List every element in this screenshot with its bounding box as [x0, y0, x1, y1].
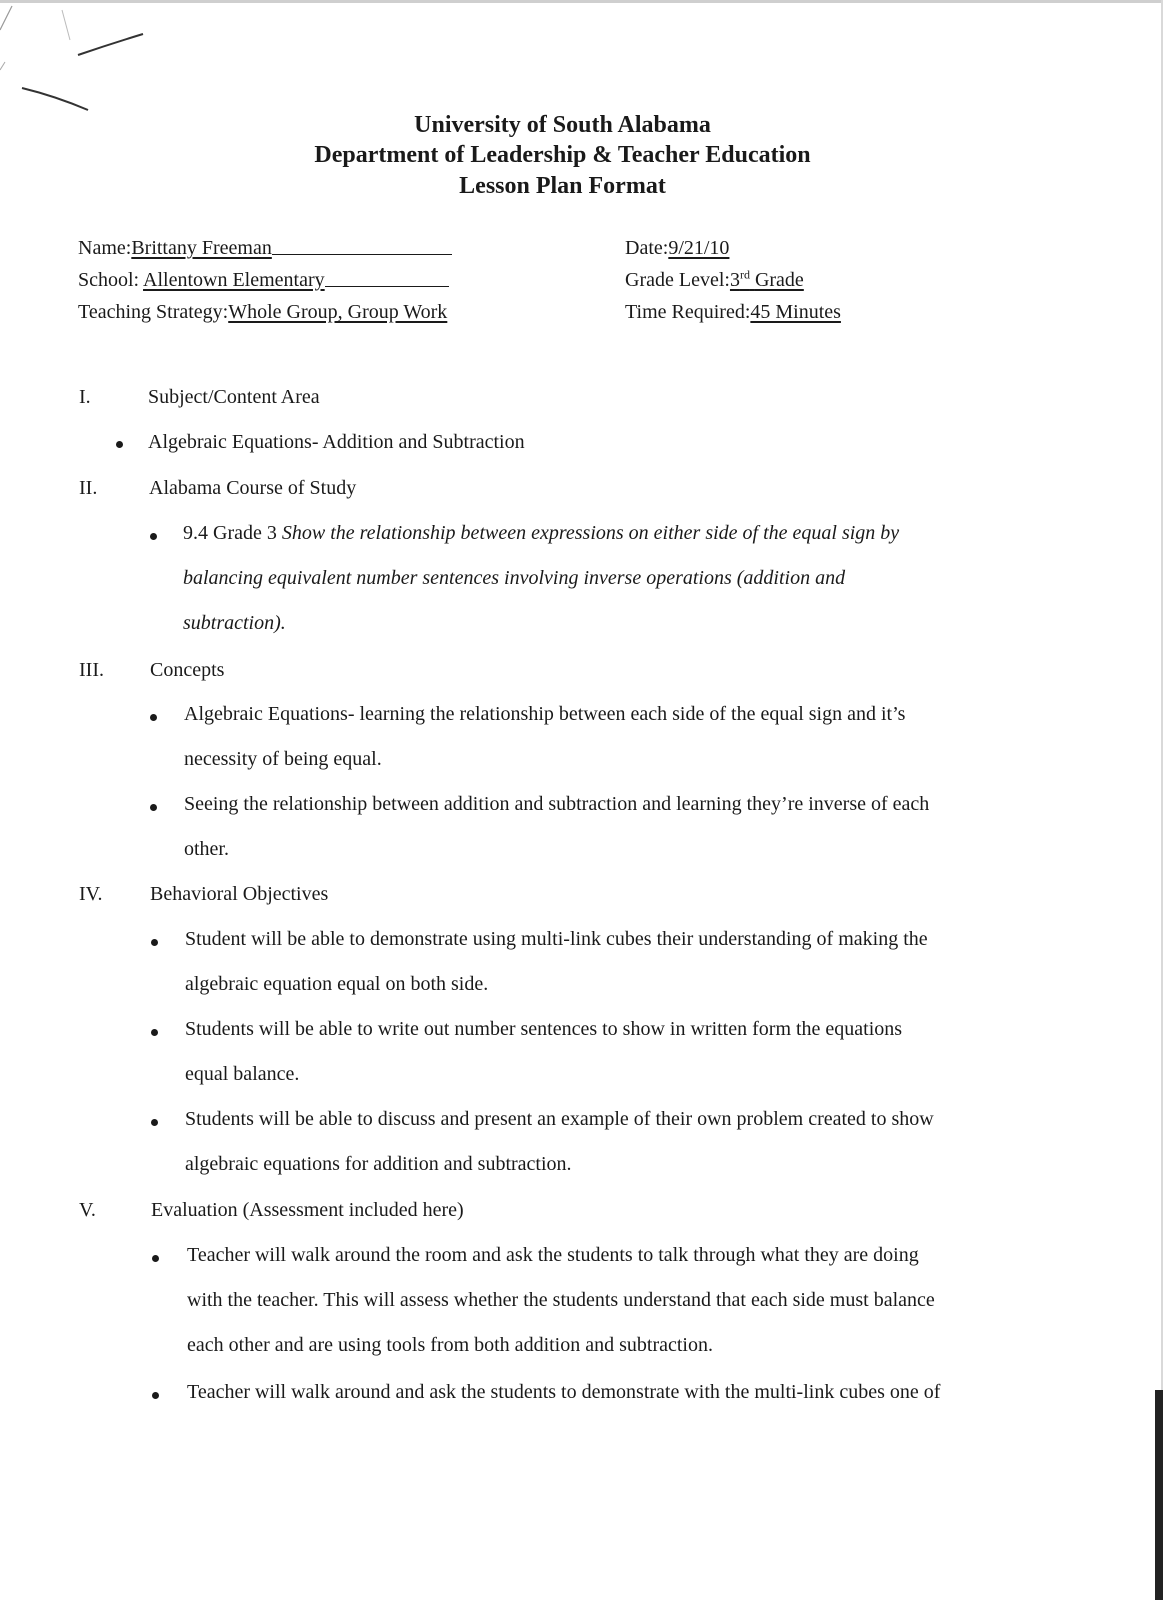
section-5-heading: Evaluation (Assessment included here) — [151, 1199, 464, 1221]
bullet-icon — [151, 939, 158, 946]
section-1-item-1: Algebraic Equations- Addition and Subtraction — [148, 431, 525, 453]
section-4-item-1-line-1: Student will be able to demonstrate using multi-link cubes their understanding of making the — [185, 928, 928, 950]
name-value: Brittany Freeman — [131, 237, 272, 259]
section-2-heading: Alabama Course of Study — [149, 477, 357, 499]
school-field — [78, 268, 449, 292]
section-4-numeral: IV. — [79, 883, 103, 905]
section-5-item-1-line-3: each other and are using tools from both addition and subtraction. — [187, 1334, 713, 1356]
name-label: Name: — [78, 237, 132, 259]
cos-standard-code: 9.4 Grade 3 — [183, 522, 277, 544]
grade-value — [730, 269, 804, 291]
date-field — [625, 236, 729, 260]
bullet-icon — [150, 804, 157, 811]
school-underline — [325, 285, 449, 287]
scan-edge-top — [0, 0, 1163, 3]
section-3-heading: Concepts — [150, 659, 225, 681]
section-3-item-2-line-2: other. — [184, 838, 229, 860]
grade-suffix: rd — [739, 267, 750, 282]
strategy-field — [78, 300, 447, 324]
section-5-numeral: V. — [79, 1199, 96, 1221]
section-4-item-2-line-1: Students will be able to write out number sentences to show in written form the equations — [185, 1018, 903, 1040]
bullet-icon — [151, 1119, 158, 1126]
section-5-item-1-line-2: with the teacher. This will assess whether the students understand that each side must balance — [187, 1289, 935, 1311]
time-label: Time Required: — [625, 301, 751, 323]
cos-standard-text-3: subtraction). — [183, 612, 286, 634]
section-4-item-2-line-2: equal balance. — [185, 1063, 300, 1085]
section-2-item-1-line-3 — [183, 611, 286, 635]
time-field — [625, 300, 841, 324]
section-4-item-3-line-2: algebraic equations for addition and subtraction. — [185, 1153, 572, 1175]
date-label: Date: — [625, 237, 669, 259]
header-department: Department of Leadership & Teacher Education — [314, 142, 811, 168]
header-university: University of South Alabama — [414, 112, 711, 138]
scan-edge-right-dark — [1155, 1390, 1163, 1600]
bullet-icon — [152, 1392, 159, 1399]
section-1-numeral: I. — [79, 386, 91, 408]
grade-number: 3 — [729, 269, 740, 291]
cos-standard-text: Show the relationship between expressions on either side of the equal sign by — [281, 522, 900, 544]
section-5-item-2-line-1: Teacher will walk around and ask the students to demonstrate with the multi-link cubes one of — [187, 1381, 941, 1403]
section-4-heading: Behavioral Objectives — [150, 883, 329, 905]
bullet-icon — [150, 714, 157, 721]
date-value: 9/21/10 — [668, 237, 730, 259]
grade-word: Grade — [754, 269, 804, 291]
section-5-item-1-line-1: Teacher will walk around the room and ask the students to talk through what they are doing — [187, 1244, 919, 1266]
time-value: 45 Minutes — [750, 301, 841, 323]
strategy-value: Whole Group, Group Work — [228, 301, 448, 323]
bullet-icon — [151, 1029, 158, 1036]
strategy-label: Teaching Strategy: — [78, 301, 229, 323]
bullet-icon — [152, 1255, 159, 1262]
section-4-item-1-line-2: algebraic equation equal on both side. — [185, 973, 489, 995]
name-underline — [272, 253, 452, 255]
section-3-item-1-line-2: necessity of being equal. — [184, 748, 382, 770]
school-value: Allentown Elementary — [143, 269, 325, 291]
section-4-item-3-line-1: Students will be able to discuss and present an example of their own problem created to show — [185, 1108, 934, 1130]
bullet-icon — [150, 533, 157, 540]
school-label: School: — [78, 269, 140, 291]
grade-label: Grade Level: — [625, 269, 730, 291]
header-format: Lesson Plan Format — [459, 173, 666, 199]
section-3-item-2-line-1: Seeing the relationship between addition and subtraction and learning they’re inverse of each — [184, 793, 930, 815]
section-3-numeral: III. — [79, 659, 104, 681]
section-1-heading: Subject/Content Area — [148, 386, 320, 408]
section-3-item-1-line-1: Algebraic Equations- learning the relationship between each side of the equal sign and it’s — [184, 703, 906, 725]
bullet-icon — [116, 441, 123, 448]
section-2-item-1-line-2 — [183, 566, 845, 590]
grade-field — [625, 268, 804, 292]
section-2-numeral: II. — [79, 477, 98, 499]
section-2-item-1-line-1 — [183, 521, 899, 545]
cos-standard-text-2: balancing equivalent number sentences involving inverse operations (addition and — [183, 567, 846, 589]
name-field — [78, 236, 452, 260]
